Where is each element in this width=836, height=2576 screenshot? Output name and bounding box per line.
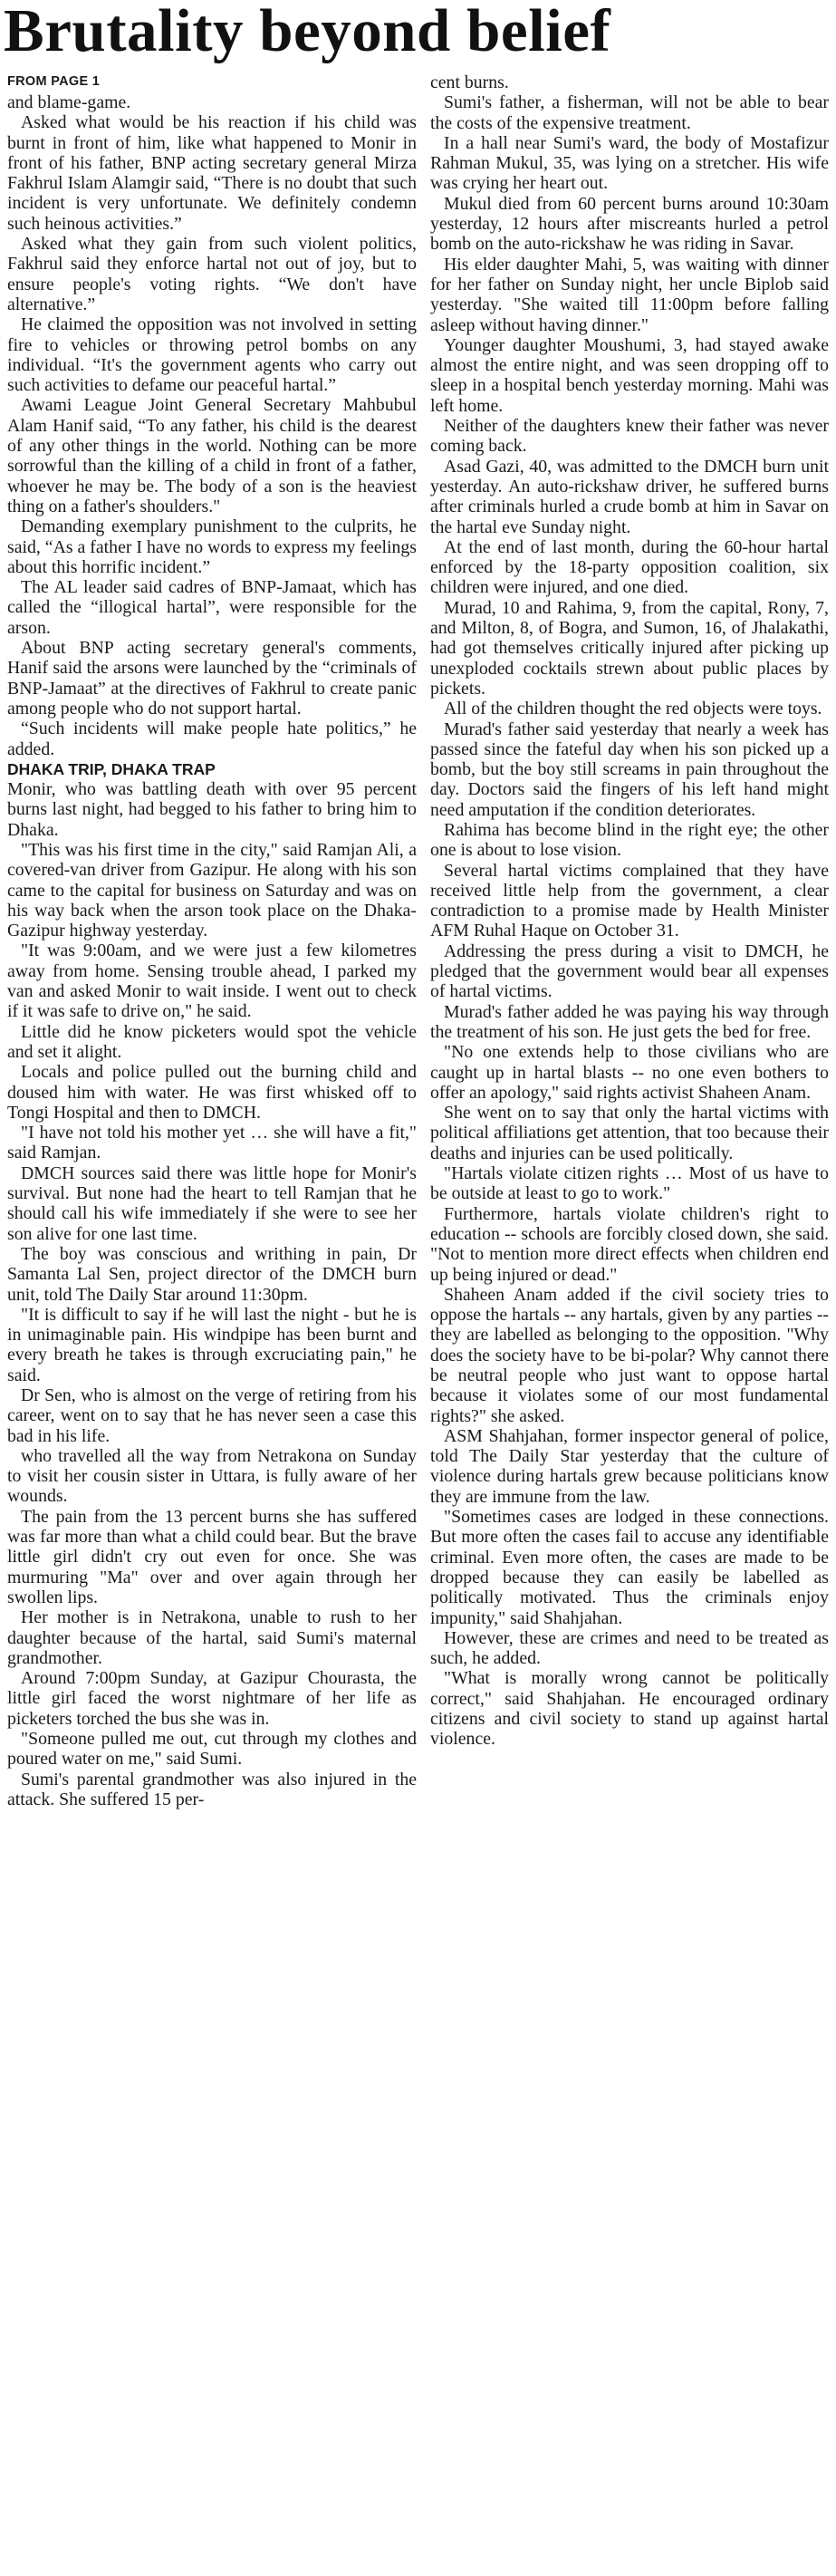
article-paragraph: ASM Shahjahan, former inspector general of police, told The Daily Star yesterday that the culture of violence during hartals grew because politicians know they are immune from the law. — [430, 1425, 829, 1507]
article-paragraph: Her mother is in Netrakona, unable to rush to her daughter because of the hartal, said Sumi's maternal grandmother. — [7, 1607, 417, 1668]
article-paragraph: The AL leader said cadres of BNP-Jamaat, which has called the “illogical hartal”, were responsible for the arson. — [7, 577, 417, 638]
article-paragraph: cent burns. — [430, 72, 509, 92]
article-paragraph: Around 7:00pm Sunday, at Gazipur Chourasta, the little girl faced the worst nightmare of her life as picketers torched the bus she was in. — [7, 1668, 417, 1729]
article-paragraph: Sumi's father, a fisherman, will not be able to bear the costs of the expensive treatment. — [430, 92, 829, 133]
article-paragraph: “Such incidents will make people hate politics,” he added. — [7, 719, 417, 759]
article-paragraph: "This was his first time in the city," said Ramjan Ali, a covered-van driver from Gazipur. He along with his son came to the capital for business on Saturday and was on his way back when the arson took place on the Dhaka-Gazipur highway yesterday. — [7, 839, 417, 941]
article-paragraph: The pain from the 13 percent burns she has suffered was far more than what a child could bear. But the brave little girl didn't cry out even for once. She was murmuring "Ma" over and over again through her swollen lips. — [7, 1506, 417, 1607]
article-paragraph: "What is morally wrong cannot be politically correct," said Shahjahan. He encouraged ordinary citizens and civil society to stand up against hartal violence. — [430, 1668, 829, 1750]
headline: Brutality beyond belief — [4, 0, 611, 64]
article-paragraph: Several hartal victims complained that they have received little help from the government, a clear contradiction to a promise made by Health Minister AFM Ruhal Haque on October 31. — [430, 860, 829, 941]
article-paragraph: "Hartals violate citizen rights … Most of us have to be outside at least to go to work." — [430, 1163, 829, 1204]
article-paragraph: Locals and police pulled out the burning child and doused him with water. He was first whisked off to Tongi Hospital and then to DMCH. — [7, 1062, 417, 1123]
article-paragraph: About BNP acting secretary general's comments, Hanif said the arsons were launched by the “criminals of BNP-Jamaat” at the directives of Fakhrul to create panic among people who do not support hartal. — [7, 638, 417, 719]
article-paragraph: Murad's father added he was paying his way through the treatment of his son. He just gets the bed for free. — [430, 1001, 829, 1042]
article-paragraph: Little did he know picketers would spot the vehicle and set it alight. — [7, 1021, 417, 1062]
article-paragraph: She went on to say that only the hartal victims with political affiliations get attention, that too because their deaths and injuries can be used politically. — [430, 1103, 829, 1163]
article-paragraph: DMCH sources said there was little hope for Monir's survival. But none had the heart to tell Ramjan that he should call his wife immediately if she were to see her son alive for one last time. — [7, 1163, 417, 1244]
article-paragraph: "Sometimes cases are lodged in these connections. But more often the cases fail to accuse any identifiable criminal. Even more often, the cases are made to be dropped because they can easily be labelled as politically motivated. Thus the criminals enjoy impunity," said Shahjahan. — [430, 1507, 829, 1628]
article-paragraph: He claimed the opposition was not involved in setting fire to vehicles or throwing petrol bombs on any individual. “It's the government agents who carry out such activities to defame our peaceful hartal.” — [7, 314, 417, 396]
article-paragraph: Furthermore, hartals violate children's right to education -- schools are forcibly closed down, she said. "Not to mention more direct effects when children end up being injured or dead." — [430, 1203, 829, 1285]
article-paragraph: Monir, who was battling death with over 95 percent burns last night, had begged to his father to bring him to Dhaka. — [7, 779, 417, 840]
article-paragraph: Awami League Joint General Secretary Mahbubul Alam Hanif said, “To any father, his child is the dearest of any other things in the world. Nothing can be more sorrowful than the killing of a child in front of a father, whoever he may be. The body of a son is the heaviest thing on a father's shoulders." — [7, 395, 417, 516]
article-paragraph: and blame-game. — [7, 92, 131, 112]
article-paragraph: Asked what they gain from such violent politics, Fakhrul said they enforce hartal not out of joy, but to ensure people's voting rights. “We don't have alternative.” — [7, 234, 417, 314]
article-paragraph: Dr Sen, who is almost on the verge of retiring from his career, went on to say that he has never seen a case this bad in his life. — [7, 1385, 417, 1446]
article-paragraph: Younger daughter Moushumi, 3, had stayed awake almost the entire night, and was seen dropping off to sleep in a hospital bench yesterday morning. Mahi was left home. — [430, 334, 829, 416]
article-paragraph: "I have not told his mother yet … she will have a fit," said Ramjan. — [7, 1123, 417, 1163]
article-paragraph: Shaheen Anam added if the civil society tries to oppose the hartals -- any hartals, given by any parties -- they are labelled as belonging to the opposition. "Why does the society have to be bi-polar? Why cannot there be neutral people who just want to oppose hartal because it violates some of our most fundamental rights?" she asked. — [430, 1284, 829, 1426]
article-paragraph: Murad, 10 and Rahima, 9, from the capital, Rony, 7, and Milton, 8, of Bogra, and Sumon, 16, of Jhalakathi, had got themselves critically injured after picking up unexploded cocktails strewn about public places by pickets. — [430, 597, 829, 699]
article-paragraph: In a hall near Sumi's ward, the body of Mostafizur Rahman Mukul, 35, was lying on a stretcher. His wife was crying her heart out. — [430, 132, 829, 194]
article-paragraph: "It was 9:00am, and we were just a few kilometres away from home. Sensing trouble ahead, I parked my van and asked Monir to wait inside. I went out to check if it was safe to drive on," he said. — [7, 941, 417, 1022]
article-paragraph: Asked what would be his reaction if his child was burnt in front of him, like what happened to Monir in front of his father, BNP acting secretary general Mirza Fakhrul Islam Alamgir said, “There is no doubt that such incident is very unfortunate. We definitely condemn such heinous activities.” — [7, 112, 417, 234]
article-paragraph: Asad Gazi, 40, was admitted to the DMCH burn unit yesterday. An auto-rickshaw driver, he suffered burns after criminals hurled a crude bomb at him in Savar on the hartal eve Sunday night. — [430, 456, 829, 537]
jump-label: FROM PAGE 1 — [7, 74, 101, 89]
article-paragraph: "No one extends help to those civilians who are caught up in hartal blasts -- no one even bothers to offer an apology," said rights activist Shaheen Anam. — [430, 1042, 829, 1103]
article-paragraph: At the end of last month, during the 60-hour hartal enforced by the 18-party opposition coalition, six children were injured, and one died. — [430, 536, 829, 598]
article-paragraph: Sumi's parental grandmother was also injured in the attack. She suffered 15 per- — [7, 1769, 417, 1809]
article-paragraph: All of the children thought the red objects were toys. — [444, 699, 822, 719]
article-paragraph: "It is difficult to say if he will last the night - but he is in unimaginable pain. His windpipe has been burnt and every breath he takes is through excruciating pain," he said. — [7, 1304, 417, 1385]
article-paragraph: His elder daughter Mahi, 5, was waiting with dinner for her father on Sunday night, her uncle Biplob said yesterday. "She waited till 11:00pm before falling asleep without having dinner." — [430, 254, 829, 335]
article-column-right — [430, 72, 829, 2573]
article-paragraph: who travelled all the way from Netrakona on Sunday to visit her cousin sister in Uttara, is fully aware of her wounds. — [7, 1445, 417, 1507]
article-paragraph: Mukul died from 60 percent burns around 10:30am yesterday, 12 hours after miscreants hurled a petrol bomb on the auto-rickshaw he was riding in Savar. — [430, 193, 829, 255]
section-subhead: DHAKA TRIP, DHAKA TRAP — [7, 759, 216, 778]
article-paragraph: The boy was conscious and writhing in pain, Dr Samanta Lal Sen, project director of the DMCH burn unit, told The Daily Star around 11:30pm. — [7, 1243, 417, 1305]
article-paragraph: Rahima has become blind in the right eye; the other one is about to lose vision. — [430, 819, 829, 861]
article-column-left — [7, 72, 417, 2573]
article-paragraph: "Someone pulled me out, cut through my clothes and poured water on me," said Sumi. — [7, 1729, 417, 1770]
article-paragraph: However, these are crimes and need to be treated as such, he added. — [430, 1627, 829, 1669]
article-paragraph: Murad's father said yesterday that nearly a week has passed since the fateful day when his son picked up a bomb, but the boy still screams in pain throughout the day. Doctors said the fingers of his left hand might need amputation if the condition deteriorates. — [430, 719, 829, 820]
article-paragraph: Addressing the press during a visit to DMCH, he pledged that the government would bear all expenses of hartal victims. — [430, 941, 829, 1002]
article-paragraph: Neither of the daughters knew their father was never coming back. — [430, 416, 829, 457]
article-paragraph: Demanding exemplary punishment to the culprits, he said, “As a father I have no words to express my feelings about this horrific incident.” — [7, 516, 417, 577]
